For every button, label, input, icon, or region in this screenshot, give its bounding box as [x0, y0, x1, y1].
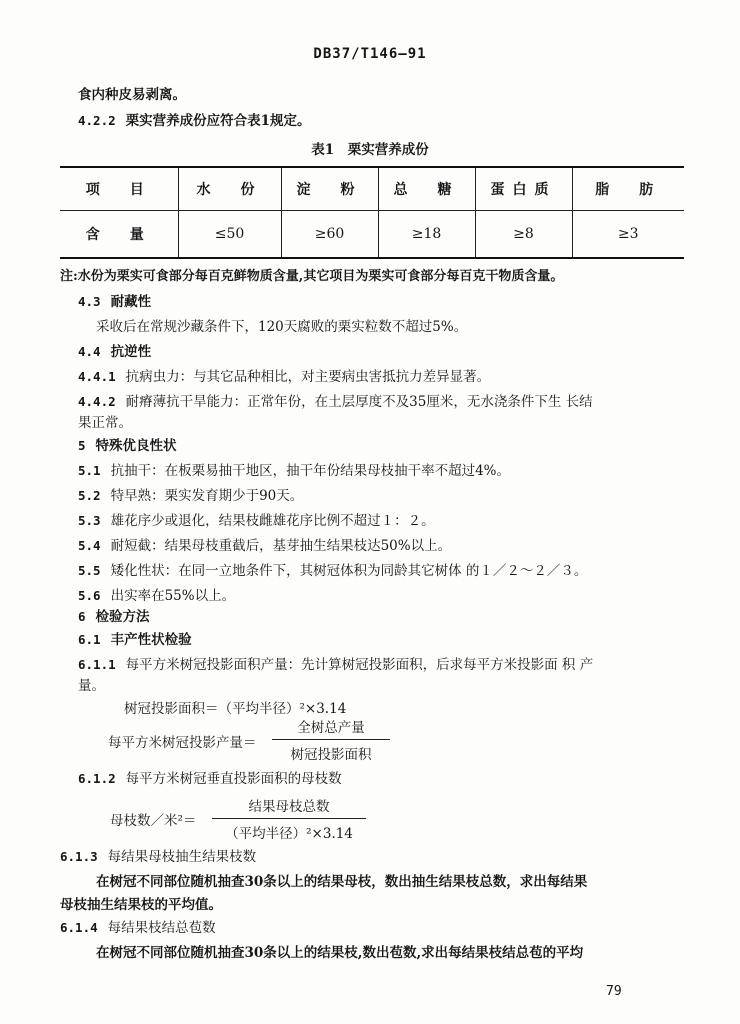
table-title: 表1 栗实营养成份 — [311, 142, 429, 158]
clause-text: 耐短截：结果母枝重截后，基芽抽生结果枝达50%以上。 — [110, 538, 452, 554]
clause-number: 6.1 — [78, 632, 101, 647]
clause-text: 抗抽干：在板栗易抽干地区，抽干年份结果母枝抽干率不超过4%。 — [110, 463, 510, 479]
table-cell: ≥18 — [378, 211, 475, 259]
clause-5-5 — [78, 562, 587, 580]
clause-title: 检验方法 — [95, 609, 150, 625]
clause-number: 6 — [78, 609, 86, 624]
clause-4-4-1 — [78, 368, 490, 386]
clause-6-1-1 — [78, 656, 593, 674]
clause-title: 抗逆性 — [110, 344, 152, 360]
paragraph-line: 在树冠不同部位随机抽查30条以上的结果枝,数出苞数,求出每结果枝结总苞的平均 — [96, 945, 584, 961]
table-header-row — [60, 167, 684, 211]
clause-number: 6.1.1 — [78, 657, 116, 672]
clause-number: 5.5 — [78, 563, 101, 578]
clause-text: 抗病虫力：与其它品种相比，对主要病虫害抵抗力差异显著。 — [125, 369, 491, 385]
clause-number: 5 — [78, 438, 86, 453]
running-header: DB37/T146—91 — [313, 46, 427, 62]
paragraph-line: 在树冠不同部位随机抽查30条以上的结果母枝，数出抽生结果枝总数，求出每结果 — [96, 874, 588, 890]
section-6-1 — [78, 631, 192, 649]
clause-number: 4.3 — [78, 294, 101, 309]
fraction-numerator: 结果母枝总数 — [248, 799, 330, 815]
clause-5-1 — [78, 462, 510, 480]
table-cell: ≥8 — [475, 211, 572, 259]
clause-number: 5.3 — [78, 513, 101, 528]
clause-5-4 — [78, 537, 451, 555]
table-cell: 含 量 — [60, 211, 178, 259]
fraction-numerator: 全树总产量 — [297, 720, 365, 736]
clause-6-1-3 — [60, 848, 256, 866]
clause-6-1-4 — [60, 919, 216, 937]
table-header-cell: 脂 肪 — [572, 167, 684, 211]
clause-number: 4.4.2 — [78, 394, 116, 409]
clause-number: 6.1.3 — [60, 849, 98, 864]
clause-number: 4.4 — [78, 344, 101, 359]
clause-number: 5.6 — [78, 588, 101, 603]
table-note: 注:水份为栗实可食部分每百克鲜物质含量,其它项目为栗实可食部分每百克干物质含量。 — [60, 269, 564, 284]
formula-lhs: 母枝数／米²＝ — [110, 813, 197, 829]
section-4-4 — [78, 343, 151, 361]
page-number: 79 — [606, 984, 622, 999]
clause-number: 6.1.4 — [60, 920, 98, 935]
clause-number: 5.1 — [78, 463, 101, 478]
clause-number: 4.2.2 — [78, 113, 116, 128]
table-header-cell: 项 目 — [60, 167, 178, 211]
clause-title: 丰产性状检验 — [110, 632, 192, 648]
clause-number: 5.2 — [78, 488, 101, 503]
clause-text: 每平方米树冠投影面积产量：先计算树冠投影面积，后求每平方米投影面 积 产 — [125, 657, 594, 673]
clause-6-1-2 — [78, 770, 342, 788]
clause-4-4-2 — [78, 393, 593, 411]
paragraph-line: 母枝抽生结果枝的平均值。 — [60, 897, 222, 913]
clause-text: 栗实营养成份应符合表1规定。 — [125, 113, 311, 129]
section-5 — [78, 437, 177, 455]
table-header-cell: 蛋白质 — [475, 167, 572, 211]
paragraph: 采收后在常规沙藏条件下，120天腐败的栗实粒数不超过5%。 — [96, 319, 468, 335]
fraction — [212, 795, 366, 842]
clause-text: 矮化性状：在同一立地条件下，其树冠体积为同龄其它树体 的１／２～２／３。 — [110, 563, 588, 579]
clause-number: 6.1.2 — [78, 771, 116, 786]
clause-number: 5.4 — [78, 538, 101, 553]
text-line: 量。 — [78, 678, 105, 694]
clause-text: 每结果母枝抽生结果枝数 — [107, 849, 257, 865]
table-cell: ≥3 — [572, 211, 684, 259]
clause-text: 特早熟：栗实发育期少于90天。 — [110, 488, 304, 504]
clause-title: 耐藏性 — [110, 294, 152, 310]
clause-5-2 — [78, 487, 303, 505]
table-header-cell: 水 份 — [178, 167, 281, 211]
table-cell: ≥60 — [281, 211, 378, 259]
fraction-denominator: （平均半径）²×3.14 — [225, 826, 353, 842]
clause-text: 每结果枝结总苞数 — [107, 920, 216, 936]
fraction — [272, 716, 390, 763]
clause-text: 耐瘠薄抗干旱能力：正常年份，在土层厚度不及35厘米，无水浇条件下生 长结 — [125, 394, 593, 410]
formula-crown-area: 树冠投影面积＝（平均半径）²×3.14 — [124, 701, 347, 717]
table-row — [60, 211, 684, 259]
clause-text: 出实率在55%以上。 — [110, 588, 236, 604]
fraction-denominator: 树冠投影面积 — [290, 747, 372, 763]
table-cell: ≤50 — [178, 211, 281, 259]
fraction-bar — [212, 818, 366, 819]
table-header-cell: 淀 粉 — [281, 167, 378, 211]
section-4-3 — [78, 293, 151, 311]
clause-text: 雄花序少或退化，结果枝雌雄花序比例不超过１：２。 — [110, 513, 435, 529]
text-line: 果正常。 — [78, 415, 132, 431]
clause-number: 4.4.1 — [78, 369, 116, 384]
clause-5-6 — [78, 587, 235, 605]
nutrition-table — [60, 166, 684, 259]
formula-lhs: 每平方米树冠投影产量＝ — [108, 735, 257, 751]
clause-title: 特殊优良性状 — [95, 438, 177, 454]
section-6 — [78, 608, 150, 626]
clause-4-2-2 — [78, 112, 311, 130]
fraction-bar — [272, 739, 390, 740]
clause-text: 每平方米树冠垂直投影面积的母枝数 — [125, 771, 342, 787]
clause-5-3 — [78, 512, 435, 530]
table-header-cell: 总 糖 — [378, 167, 475, 211]
text-line: 食内种皮易剥离。 — [78, 87, 186, 103]
